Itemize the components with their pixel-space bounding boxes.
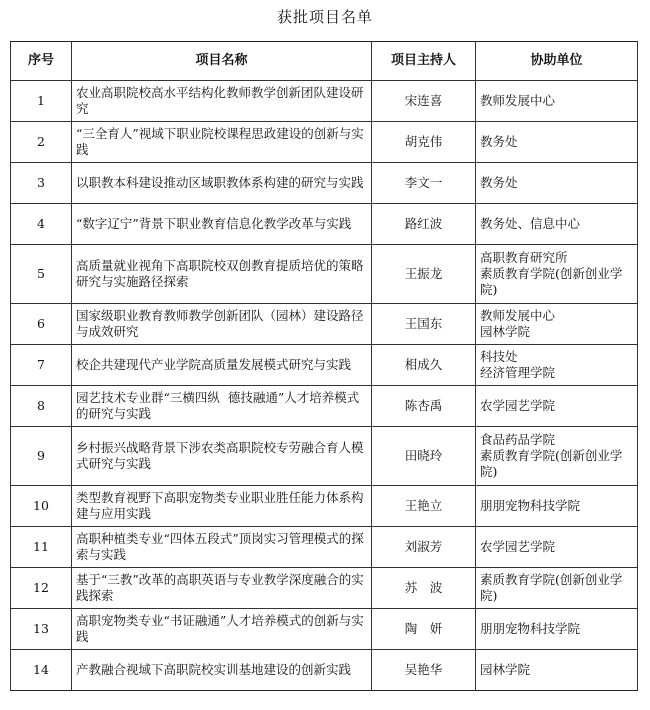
row-host: 田晓玲	[372, 427, 476, 486]
row-project-name: 以职教本科建设推动区域职教体系构建的研究与实践	[72, 163, 372, 204]
row-unit: 高职教育研究所 素质教育学院(创新创业学院)	[476, 245, 638, 304]
row-host: 苏 波	[372, 568, 476, 609]
table-row	[11, 245, 638, 304]
row-project-name: 乡村振兴战略背景下涉农类高职院校专劳融合育人模式研究与实践	[72, 427, 372, 486]
row-num: 2	[11, 122, 72, 163]
header-num: 序号	[11, 42, 72, 81]
row-project-name: 高职宠物类专业“书证融通”人才培养模式的创新与实践	[72, 609, 372, 650]
document-title: 获批项目名单	[276, 8, 373, 26]
row-unit: 朋朋宠物科技学院	[476, 486, 638, 527]
row-num: 8	[11, 386, 72, 427]
row-project-name: 校企共建现代产业学院高质量发展模式研究与实践	[72, 345, 372, 386]
row-unit: 园林学院	[476, 650, 638, 691]
row-host: 相成久	[372, 345, 476, 386]
row-host: 王振龙	[372, 245, 476, 304]
row-project-name: 高职种植类专业“四体五段式”顶岗实习管理模式的探索与实践	[72, 527, 372, 568]
table-row	[11, 609, 638, 650]
row-project-name: 基于“三教”改革的高职英语与专业教学深度融合的实践探索	[72, 568, 372, 609]
row-unit: 素质教育学院(创新创业学院)	[476, 568, 638, 609]
header-unit: 协助单位	[476, 42, 638, 81]
row-unit: 食品药品学院 素质教育学院(创新创业学院)	[476, 427, 638, 486]
row-host: 刘淑芳	[372, 527, 476, 568]
row-project-name: 农业高职院校高水平结构化教师教学创新团队建设研究	[72, 81, 372, 122]
row-num: 5	[11, 245, 72, 304]
row-project-name: 类型教育视野下高职宠物类专业职业胜任能力体系构建与应用实践	[72, 486, 372, 527]
row-unit: 教师发展中心	[476, 81, 638, 122]
table-header-row	[11, 42, 638, 81]
table-row	[11, 163, 638, 204]
row-unit: 教务处	[476, 122, 638, 163]
row-num: 4	[11, 204, 72, 245]
row-num: 1	[11, 81, 72, 122]
table-row	[11, 81, 638, 122]
row-unit: 科技处 经济管理学院	[476, 345, 638, 386]
row-host: 陈杏禹	[372, 386, 476, 427]
table-row	[11, 427, 638, 486]
table-row	[11, 386, 638, 427]
row-project-name: 园艺技术专业群“三横四纵 德技融通”人才培养模式的研究与实践	[72, 386, 372, 427]
row-unit: 农学园艺学院	[476, 386, 638, 427]
table-row	[11, 204, 638, 245]
project-list-table	[10, 41, 638, 691]
row-project-name: “数字辽宁”背景下职业教育信息化教学改革与实践	[72, 204, 372, 245]
table-row	[11, 122, 638, 163]
row-num: 12	[11, 568, 72, 609]
table-row	[11, 568, 638, 609]
row-num: 11	[11, 527, 72, 568]
table-row	[11, 486, 638, 527]
row-project-name: 高质量就业视角下高职院校双创教育提质培优的策略研究与实施路径探索	[72, 245, 372, 304]
table-row	[11, 650, 638, 691]
table-row	[11, 304, 638, 345]
row-project-name: 国家级职业教育教师教学创新团队（园林）建设路径与成效研究	[72, 304, 372, 345]
row-unit: 教务处、信息中心	[476, 204, 638, 245]
row-unit: 农学园艺学院	[476, 527, 638, 568]
row-num: 13	[11, 609, 72, 650]
row-num: 10	[11, 486, 72, 527]
row-num: 9	[11, 427, 72, 486]
row-num: 6	[11, 304, 72, 345]
row-host: 王国东	[372, 304, 476, 345]
row-unit: 朋朋宠物科技学院	[476, 609, 638, 650]
header-name: 项目名称	[72, 42, 372, 81]
row-host: 吴艳华	[372, 650, 476, 691]
table-row	[11, 345, 638, 386]
row-host: 宋连喜	[372, 81, 476, 122]
table-row	[11, 527, 638, 568]
row-project-name: 产教融合视域下高职院校实训基地建设的创新实践	[72, 650, 372, 691]
row-host: 王艳立	[372, 486, 476, 527]
row-host: 李文一	[372, 163, 476, 204]
row-project-name: “三全育人”视域下职业院校课程思政建设的创新与实践	[72, 122, 372, 163]
row-host: 胡克伟	[372, 122, 476, 163]
row-unit: 教师发展中心 园林学院	[476, 304, 638, 345]
row-num: 7	[11, 345, 72, 386]
row-num: 14	[11, 650, 72, 691]
row-host: 陶 妍	[372, 609, 476, 650]
header-host: 项目主持人	[372, 42, 476, 81]
row-unit: 教务处	[476, 163, 638, 204]
row-host: 路红波	[372, 204, 476, 245]
row-num: 3	[11, 163, 72, 204]
